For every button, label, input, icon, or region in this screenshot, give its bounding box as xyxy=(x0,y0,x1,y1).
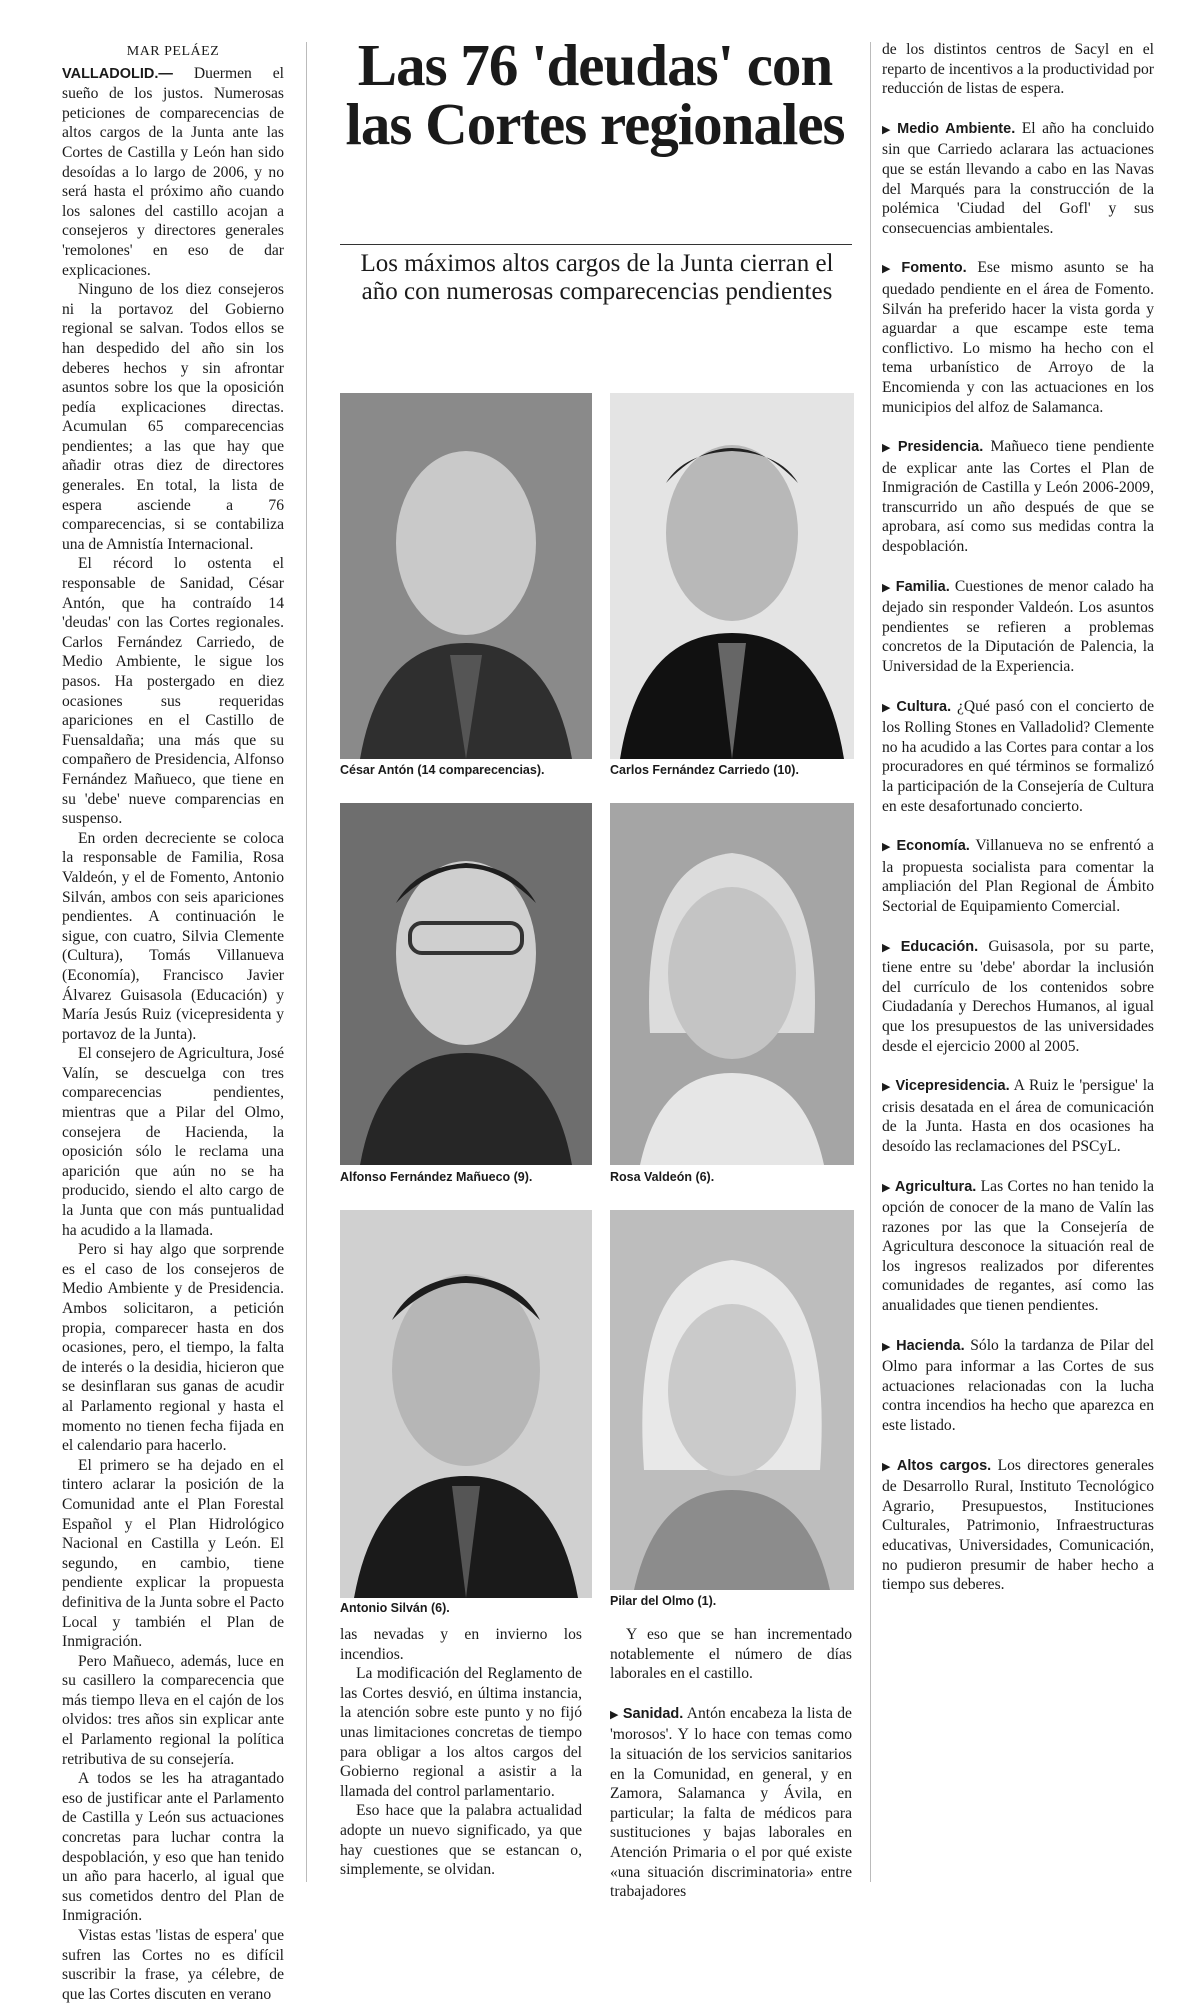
article-paragraph: Pero si hay algo que sorprende es el caso de los consejeros de Medio Ambiente y de Presidencia. Ambos solicitaron, a petición propia, comparecer hasta en dos ocasiones, pero, el tiempo, la falta de interés o la desidia, hicieron que se desinflaran sus ganas de acudir al Parlamento regional y hasta el momento no tienen fecha fijada en el calendario para hacerlo. xyxy=(62,1241,284,1455)
arrow-icon: ▶ xyxy=(882,701,893,714)
article-paragraph: La modificación del Reglamento de las Cortes desvió, en última instancia, la atención sobre este punto y no fijó unas limitaciones concretas de tiempo para obligar a los altos cargos del Gobierno regional a asistir a la llamada del control parlamentario. xyxy=(340,1665,582,1800)
article-paragraph: El consejero de Agricultura, José Valín, se descuelga con tres comparecencias pendientes, mientras que a Pilar del Olmo, consejera de Hacienda, la oposición sólo le reclama una aparición que aún no se ha producido, siendo el alto cargo de la Junta que con más puntualidad ha acudido a la llamada. xyxy=(62,1045,284,1239)
section-label: Presidencia. xyxy=(897,439,984,456)
photo-carlos-fernandez-carriedo xyxy=(610,393,854,759)
section-label: Sanidad. xyxy=(622,1705,684,1722)
arrow-icon: ▶ xyxy=(882,941,897,954)
arrow-icon: ▶ xyxy=(882,1081,892,1094)
section-text: A Ruiz le 'persigue' la crisis desatada en el área de comunicación de la Junta. Hasta en dos ocasiones ha desoído las reclamaciones del PSCyL. xyxy=(882,1077,1154,1155)
section-vicepresidencia xyxy=(882,1076,1154,1156)
section-label: Medio Ambiente. xyxy=(897,120,1016,137)
caption-rosa-valdeon: Rosa Valdeón (6). xyxy=(610,1170,715,1184)
arrow-icon: ▶ xyxy=(882,1340,893,1353)
byline: MAR PELÁEZ xyxy=(126,44,220,59)
section-text: Cuestiones de menor calado ha dejado sin responder Valdeón. Los asuntos pendientes se refieren a problemas concretos de la Diputación de Palencia, la Universidad de la Experiencia. xyxy=(882,577,1154,676)
section-cultura xyxy=(882,697,1154,817)
section-economia xyxy=(882,836,1154,916)
column-rule-left xyxy=(306,42,307,1882)
column-rule-right xyxy=(870,42,871,1882)
subheadline: Los máximos altos cargos de la Junta cierran el año con numerosas comparecencias pendientes xyxy=(360,250,834,305)
section-medio-ambiente xyxy=(882,119,1154,239)
section-familia xyxy=(882,577,1154,677)
article-paragraph: las nevadas y en invierno los incendios. xyxy=(340,1626,582,1663)
photo-cesar-anton xyxy=(340,393,592,759)
article-paragraph: A todos se les ha atragantado eso de justificar ante el Parlamento de Castilla y León sus actuaciones concretas para luchar contra la despoblación, y eso que han tenido un año para hacerlo, al igual que sus cometidos dentro del Plan de Inmigración. xyxy=(62,1770,284,1925)
paragraph-text: Duermen el sueño de los justos. Numerosas peticiones de comparecencias de altos cargos de la Junta ante las Cortes de Castilla y León han sido desoídas a lo largo de 2006, y no será hasta el próximo año cuando los salones del castillo acojan a consejeros y directores generales 'remolones' en eso de dar explicaciones. xyxy=(62,64,284,279)
arrow-icon: ▶ xyxy=(882,1181,891,1194)
photo-antonio-silvan xyxy=(340,1210,592,1598)
section-label: Altos cargos. xyxy=(896,1457,992,1474)
arrow-icon: ▶ xyxy=(882,263,898,276)
article-paragraph: Vistas estas 'listas de espera' que sufren las Cortes no es difícil suscribir la frase, ya célebre, de que las Cortes discuten en verano xyxy=(62,1927,284,2003)
section-text: Los directores generales de Desarrollo Rural, Instituto Tecnológico Agrario, Presupuestos, Instituciones Culturales, Patrimonio, Infraestructuras educativas, Universidades, Comunicación, no pudieron presumir de haber hecho a tiempo sus deberes. xyxy=(882,1456,1154,1594)
section-label: Agricultura. xyxy=(894,1178,977,1195)
arrow-icon: ▶ xyxy=(610,1708,619,1721)
headline-rule xyxy=(340,244,852,245)
section-text: ¿Qué pasó con el concierto de los Rolling Stones en Valladolid? Clemente no ha acudido a las Cortes para contar a los procuradores en qué términos se formalizó la participación de la Consejería de Cultura en este desafortunado concierto. xyxy=(882,697,1154,815)
article-paragraph: El primero se ha dejado en el tintero aclarar la posición de la Comunidad ante el Plan Forestal Español y el Plan Hidrológico Nacional en Castilla y León. El segundo, en cambio, tiene pendiente explicar la propuesta definitiva de la Junta sobre el Pacto Local y también el Plan de Inmigración. xyxy=(62,1456,284,1651)
section-fomento xyxy=(882,258,1154,417)
caption-carlos-fernandez-carriedo: Carlos Fernández Carriedo (10). xyxy=(610,763,799,777)
section-text: Mañueco tiene pendiente de explicar ante las Cortes el Plan de Inmigración de Castilla y León 2006-2009, transcurrido un año después de que se aprobara, así como sus medidas contra la despoblación. xyxy=(882,438,1154,556)
section-label: Familia. xyxy=(895,578,950,595)
article-column-1 xyxy=(62,42,284,2004)
article-column-3 xyxy=(340,1625,582,1880)
section-text: El año ha concluido sin que Carriedo aclarara las actuaciones que se están llevando a cabo en las Navas del Marqués para la construcción de la polémica 'Ciudad del Gofl' y sus consecuencias ambientales. xyxy=(882,119,1154,237)
arrow-icon: ▶ xyxy=(882,581,892,594)
section-label: Fomento. xyxy=(901,260,967,277)
arrow-icon: ▶ xyxy=(882,442,894,455)
section-label: Hacienda. xyxy=(896,1337,965,1354)
section-label: Educación. xyxy=(900,938,979,955)
section-agricultura xyxy=(882,1177,1154,1316)
caption-cesar-anton: César Antón (14 comparecencias). xyxy=(340,763,545,777)
article-paragraph: Y eso que se han incrementado notablemente el número de días laborales en el castillo. xyxy=(610,1626,852,1683)
article-paragraph: de los distintos centros de Sacyl en el reparto de incentivos a la productividad por reducción de listas de espera. xyxy=(882,41,1154,98)
caption-antonio-silvan: Antonio Silván (6). xyxy=(340,1601,450,1615)
photo-alfonso-fernandez-manueco xyxy=(340,803,592,1165)
section-educacion xyxy=(882,937,1154,1057)
section-hacienda xyxy=(882,1336,1154,1436)
section-presidencia xyxy=(882,437,1154,557)
section-sanidad xyxy=(610,1704,852,1902)
arrow-icon: ▶ xyxy=(882,841,893,854)
article-paragraph: Eso hace que la palabra actualidad adopte un nuevo significado, ya que hay cuestiones que se estancan o, simplemente, se olvidan. xyxy=(340,1802,582,1879)
article-paragraph xyxy=(62,64,284,281)
article-paragraph: El récord lo ostenta el responsable de Sanidad, César Antón, que ha contraído 14 'deudas' con las Cortes regionales. Carlos Fernández Carriedo, de Medio Ambiente, le sigue los pasos. Ha postergado en diez ocasiones sus requeridas apariciones en el Castillo de Fuensaldaña; una más que su compañero de Presidencia, Alfonso Fernández Mañueco, que tiene en su 'debe' nueve comparencias en suspenso. xyxy=(62,555,284,828)
section-altos-cargos xyxy=(882,1456,1154,1595)
section-text: Antón encabeza la lista de 'morosos'. Y lo hace con temas como la situación de los servicios sanitarios en la Comunidad, en general, y en Zamora, Salamanca y Ávila, en particular; la falta de médicos para sustituciones y bajas laborales en Atención Primaria o el por qué existe «una situación discriminatoria» entre trabajadores xyxy=(610,1704,852,1901)
caption-pilar-del-olmo: Pilar del Olmo (1). xyxy=(610,1594,717,1608)
section-label: Cultura. xyxy=(896,698,952,715)
headline: Las 76 'deudas' con las Cortes regionales xyxy=(345,32,845,157)
section-text: Ese mismo asunto se ha quedado pendiente en el área de Fomento. Silván ha preferido hacer la vista gorda y aguardar a que escampe este tema conflictivo. Lo mismo ha hecho con el tema urbanístico de Arroyo de la Encomienda y con las actuaciones en los municipios del alfoz de Salamanca. xyxy=(882,259,1154,416)
caption-alfonso-fernandez-manueco: Alfonso Fernández Mañueco (9). xyxy=(340,1170,533,1184)
article-paragraph: Ninguno de los diez consejeros ni la portavoz del Gobierno regional se salvan. Todos ellos se han despedido del año sin los deberes hechos y sin afrontar asuntos sobre los que la oposición pedía explicaciones directas. Acumulan 65 comparecencias pendientes; a las que hay que añadir otras diez de directores generales. En total, la lista de espera asciende a 76 comparecencias, si se contabiliza una de Amnistía Internacional. xyxy=(62,281,284,553)
article-column-5 xyxy=(882,40,1154,1595)
section-text: Villanueva no se enfrentó a la propuesta socialista para comentar la ampliación del Plan Regional de Ámbito Sectorial de Equipamiento Comercial. xyxy=(882,837,1154,915)
photo-rosa-valdeon xyxy=(610,803,854,1165)
section-text: Las Cortes no han tenido la opción de conocer de la mano de Valín las razones por las que la Consejería de Agricultura desconoce la situación real de los ingresos realizados por diferentes comunidades de regantes, así como las anualidades que tienen pendientes. xyxy=(882,1177,1154,1315)
article-column-4 xyxy=(610,1625,852,1902)
photo-pilar-del-olmo xyxy=(610,1210,854,1590)
arrow-icon: ▶ xyxy=(882,123,894,136)
dateline: VALLADOLID.— xyxy=(62,65,173,82)
section-label: Economía. xyxy=(896,838,970,855)
section-text: Sólo la tardanza de Pilar del Olmo para informar a las Cortes de sus actuaciones relacionadas con la lucha contra incendios ha hecho que aparezca en este listado. xyxy=(882,1336,1154,1435)
article-paragraph: En orden decreciente se coloca la responsable de Familia, Rosa Valdeón, y el de Fomento, Antonio Silván, ambos con seis apariciones pendientes. A continuación le sigue, con cuatro, Silvia Clemente (Cultura), Tomás Villanueva (Economía), Francisco Javier Álvarez Guisasola (Educación) y María Jesús Ruiz (vicepresidenta y portavoz de la Junta). xyxy=(62,829,284,1043)
section-text: Guisasola, por su parte, tiene entre su 'debe' abordar la inclusión del currículo de los contenidos sobre Ciudadanía y Derechos Humanos, al igual que los presupuestos de las universidades desde el ejercicio 2000 al 2005. xyxy=(882,937,1155,1055)
section-label: Vicepresidencia. xyxy=(895,1078,1010,1095)
article-paragraph: Pero Mañueco, además, luce en su casillero la comparecencia que más tiempo lleva en el cajón de los olvidos: tres años sin explicar ante el Parlamento regional la política retributiva de su consejería. xyxy=(62,1652,284,1768)
arrow-icon: ▶ xyxy=(882,1460,893,1473)
